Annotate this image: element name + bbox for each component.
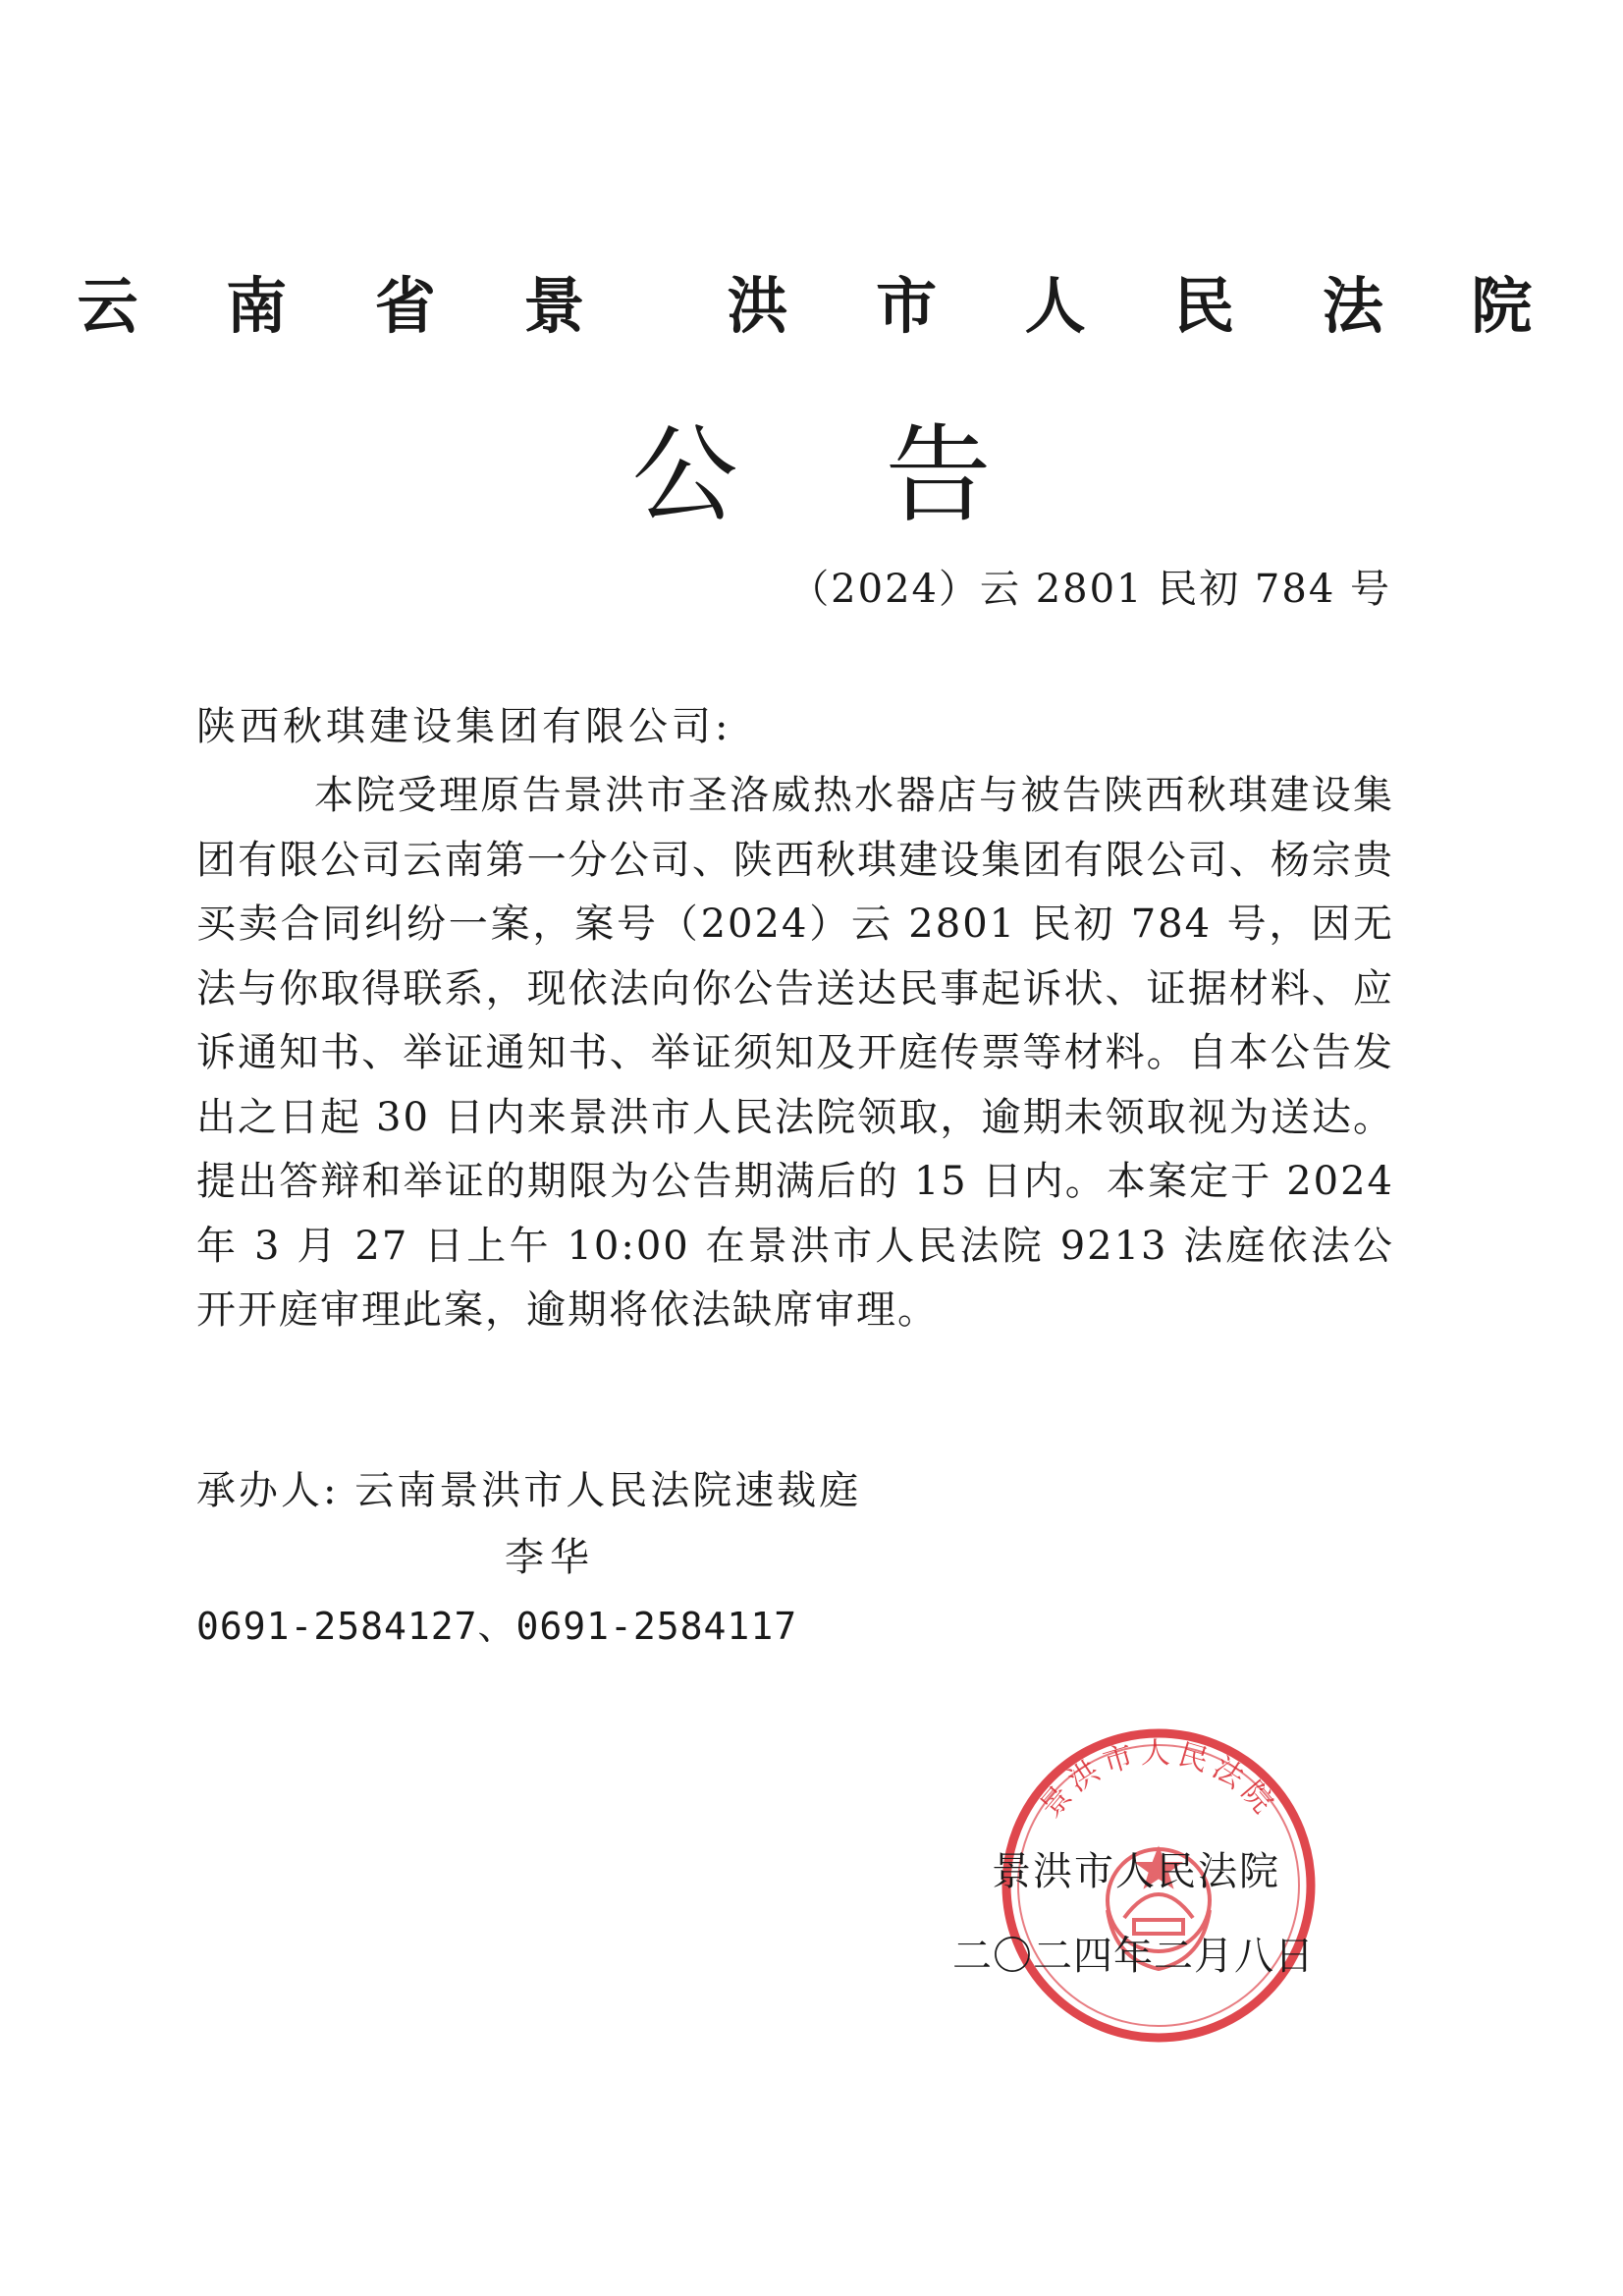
addressee: 陕西秋琪建设集团有限公司:	[196, 704, 732, 749]
case-number: （2024）云 2801 民初 784 号	[789, 567, 1391, 612]
signature-court: 景洪市人民法院	[992, 1849, 1280, 1894]
contact-phones: 0691-2584127、0691-2584117	[196, 1605, 798, 1648]
handler-line: 承办人: 云南景洪市人民法院速裁庭	[196, 1468, 862, 1513]
document-title: 公告	[631, 414, 1139, 537]
svg-text:景洪市人民法院	[1034, 1736, 1284, 1825]
court-name: 云 南 省 景 洪 市 人 民 法 院	[77, 270, 1566, 342]
signature-date: 二〇二四年二月八日	[952, 1934, 1315, 1979]
seal-text: 景洪市人民法院	[1033, 1736, 1284, 1825]
handler-name: 李华	[505, 1535, 595, 1580]
notice-body: 本院受理原告景洪市圣洛威热水器店与被告陕西秋琪建设集团有限公司云南第一分公司、陕西秋琪建设集团有限公司、杨宗贵 买卖合同纠纷一案，案号（2024）云 2801 民初 784 号，因无法与你取得联系，现依法向你公告送达民事起诉状、证据材料、应诉通知书、举证通知书、举证须知及开庭传票等材料。自本公告发出之日起 30 日内来景洪市人民法院领取，逾期未领取视为送达。提出答辩和举证的期限为公告期满后的 15 日内。本案定于 2024 年 3 月 27 日上午 10:00 在景洪市人民法院 9213 法庭依法公开开庭审理此案，逾期将依法缺席审理。	[196, 773, 1394, 1333]
